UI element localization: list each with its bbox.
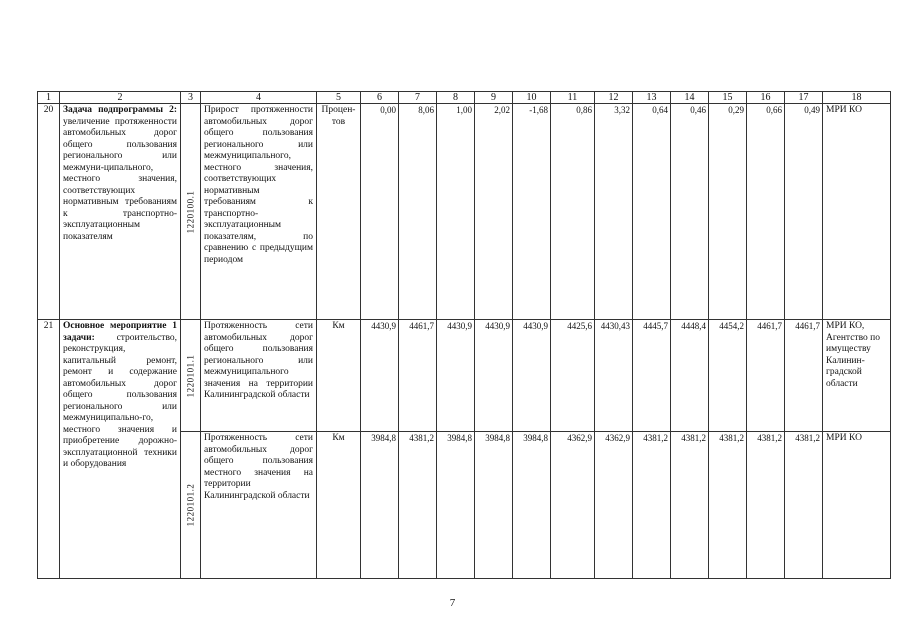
column-header-1: 1	[38, 92, 60, 104]
column-header-10: 10	[513, 92, 551, 104]
column-header-5: 5	[317, 92, 361, 104]
value-cell: 4381,2	[709, 432, 747, 579]
row-number: 20	[38, 104, 60, 320]
column-header-13: 13	[633, 92, 671, 104]
task-text: увеличение протяженности автомобильных дорог общего пользования регионального или межмуни-ципального, местного значения, соответствующих нормативным требованиям к транспортно-эксплуатационным показателям	[63, 116, 177, 242]
column-header-2: 2	[60, 92, 181, 104]
value-cell: 1,00	[437, 104, 475, 320]
value-cell: 4454,2	[709, 320, 747, 432]
value-cell: 4430,9	[513, 320, 551, 432]
column-header-14: 14	[671, 92, 709, 104]
unit-cell: Км	[317, 320, 361, 432]
code-label: 1220101.2	[184, 483, 195, 527]
column-header-12: 12	[595, 92, 633, 104]
value-cell: 4430,9	[475, 320, 513, 432]
value-cell: 0,86	[551, 104, 595, 320]
value-cell: 0,66	[747, 104, 785, 320]
value-cell: 4362,9	[595, 432, 633, 579]
value-cell: -1,68	[513, 104, 551, 320]
value-cell: 4381,2	[399, 432, 437, 579]
value-cell: 3984,8	[437, 432, 475, 579]
value-cell: 4381,2	[671, 432, 709, 579]
row-number: 21	[38, 320, 60, 579]
executor-cell: МРИ КО	[823, 432, 891, 579]
column-header-7: 7	[399, 92, 437, 104]
value-cell: 4461,7	[785, 320, 823, 432]
column-header-18: 18	[823, 92, 891, 104]
value-cell: 4430,9	[361, 320, 399, 432]
indicators-table	[37, 91, 891, 579]
column-header-6: 6	[361, 92, 399, 104]
measure-text: строительство, реконструкция, капитальный ремонт, ремонт и содержание автомобильных дорог общего пользования регионального или межмуниципально-го, местного значения и приобретение дорожно-эксплуатационной техники и оборудования	[63, 332, 177, 469]
unit-cell: Км	[317, 432, 361, 579]
value-cell: 3984,8	[513, 432, 551, 579]
value-cell: 3984,8	[475, 432, 513, 579]
value-cell: 0,29	[709, 104, 747, 320]
code-cell	[181, 320, 201, 432]
column-header-15: 15	[709, 92, 747, 104]
page-number: 7	[449, 597, 456, 609]
value-cell: 4461,7	[399, 320, 437, 432]
measure-title: Основное мероприятие 1 задачи:	[63, 321, 177, 343]
code-label: 1220100.1	[184, 190, 195, 233]
table-row-21a	[38, 320, 891, 432]
column-header-4: 4	[201, 92, 317, 104]
column-header-8: 8	[437, 92, 475, 104]
value-cell: 4381,2	[633, 432, 671, 579]
value-cell: 4445,7	[633, 320, 671, 432]
indicator-cell: Прирост протяженности автомобильных дорог общего пользования регионального или межмуниципального, местного значения, соответствующих нормативным требованиям к транспортно-эксплуатационным показателям, по сравнению с предыдущим периодом	[201, 104, 317, 320]
value-cell: 4425,6	[551, 320, 595, 432]
table-row-20	[38, 104, 891, 320]
indicator-cell: Протяженность сети автомобильных дорог общего пользования местного значения на территории Калининградской области	[201, 432, 317, 579]
column-header-3: 3	[181, 92, 201, 104]
code-cell	[181, 432, 201, 579]
value-cell: 0,64	[633, 104, 671, 320]
column-header-16: 16	[747, 92, 785, 104]
header-row	[38, 92, 891, 104]
value-cell: 4461,7	[747, 320, 785, 432]
value-cell: 0,00	[361, 104, 399, 320]
value-cell: 4430,43	[595, 320, 633, 432]
unit-cell: Процен-тов	[317, 104, 361, 320]
value-cell: 2,02	[475, 104, 513, 320]
value-cell: 4381,2	[785, 432, 823, 579]
value-cell: 4448,4	[671, 320, 709, 432]
value-cell: 3,32	[595, 104, 633, 320]
value-cell: 4381,2	[747, 432, 785, 579]
task-title: Задача подпрограммы 2:	[63, 105, 177, 115]
task-cell	[60, 104, 181, 320]
executor-cell: МРИ КО, Агентство по имуществу Калинин-градской области	[823, 320, 891, 432]
column-header-9: 9	[475, 92, 513, 104]
value-cell: 0,49	[785, 104, 823, 320]
measure-cell	[60, 320, 181, 579]
value-cell: 4362,9	[551, 432, 595, 579]
value-cell: 0,46	[671, 104, 709, 320]
indicator-cell: Протяженность сети автомобильных дорог общего пользования регионального или межмуниципального значения на территории Калининградской области	[201, 320, 317, 432]
executor-cell: МРИ КО	[823, 104, 891, 320]
code-cell	[181, 104, 201, 320]
value-cell: 8,06	[399, 104, 437, 320]
code-label: 1220101.1	[184, 354, 195, 397]
value-cell: 3984,8	[361, 432, 399, 579]
column-header-11: 11	[551, 92, 595, 104]
column-header-17: 17	[785, 92, 823, 104]
value-cell: 4430,9	[437, 320, 475, 432]
